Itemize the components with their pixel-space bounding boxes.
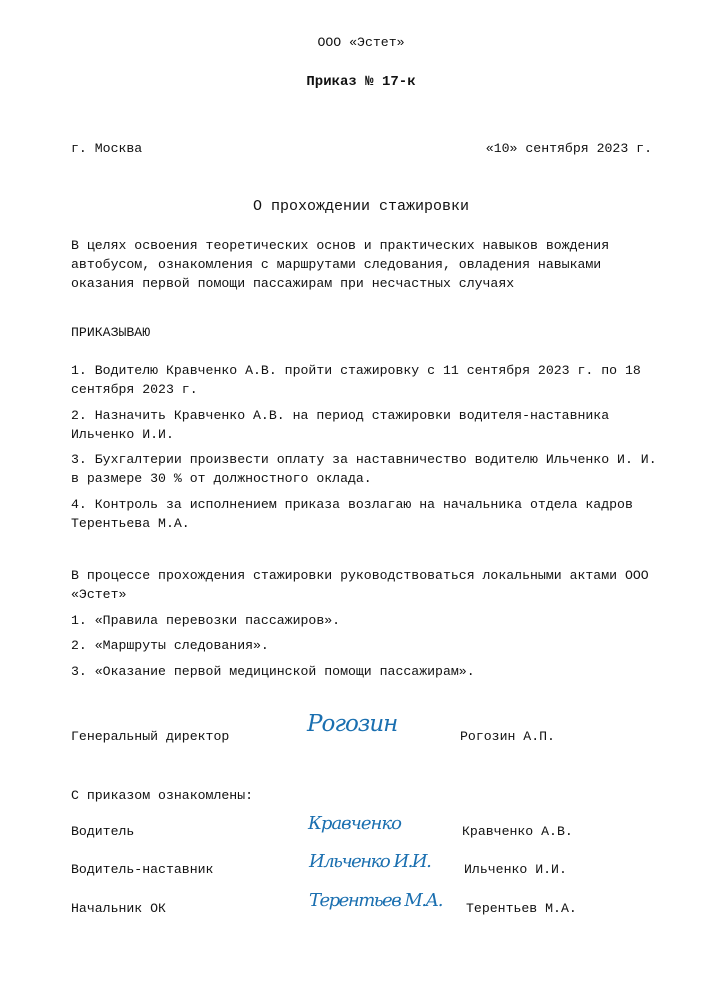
signer-3-position: Начальник ОК — [71, 901, 166, 916]
guidance-item-2: 2. «Маршруты следования». — [71, 638, 269, 653]
signer-2-signature: Ильченко И.И. — [309, 851, 431, 872]
guidance-item-3: 3. «Оказание первой медицинской помощи пассажирам». — [71, 664, 475, 679]
director-signature: Рогозин — [307, 711, 398, 737]
signer-1-name: Кравченко А.В. — [462, 824, 573, 839]
signer-2-position: Водитель-наставник — [71, 862, 214, 877]
preamble-paragraph: В целях освоения теоретических основ и практических навыков вождения автобусом, ознакомления с маршрутами следования, овладения навыками оказания первой помощи пассажирам при несчастных случаях — [71, 238, 610, 291]
guidance-intro: В процессе прохождения стажировки руководствоваться локальными актами ООО «Эстет» — [71, 568, 649, 602]
guidance-item-1: 1. «Правила перевозки пассажиров». — [71, 613, 341, 628]
order-item-2: 2. Назначить Кравченко А.В. на период стажировки водителя-наставника Ильченко И.И. — [71, 408, 610, 442]
signer-1-position: Водитель — [71, 824, 135, 839]
city: г. Москва — [71, 141, 143, 156]
order-item-3: 3. Бухгалтерии произвести оплату за наставничество водителю Ильченко И. И. в размере 30 % от должностного оклада. — [71, 452, 657, 486]
signer-2-name: Ильченко И.И. — [464, 862, 567, 877]
signer-3-name: Терентьев М.А. — [466, 901, 577, 916]
order-item-4: 4. Контроль за исполнением приказа возлагаю на начальника отдела кадров Терентьева М.А. — [71, 497, 633, 531]
order-word: ПРИКАЗЫВАЮ — [71, 325, 151, 340]
acquainted-label: С приказом ознакомлены: — [71, 788, 254, 803]
order-title: Приказ № 17-к — [306, 74, 416, 90]
company-name: ООО «Эстет» — [317, 35, 405, 50]
director-name: Рогозин А.П. — [460, 729, 555, 744]
order-date: «10» сентября 2023 г. — [485, 141, 652, 156]
director-position: Генеральный директор — [71, 729, 230, 744]
order-item-1: 1. Водителю Кравченко А.В. пройти стажировку с 11 сентября 2023 г. по 18 сентября 2023 г. — [71, 363, 641, 397]
signer-1-signature: Кравченко — [308, 813, 401, 834]
order-subject: О прохождении стажировки — [252, 198, 470, 215]
signer-3-signature: Терентьев М.А. — [309, 890, 442, 911]
